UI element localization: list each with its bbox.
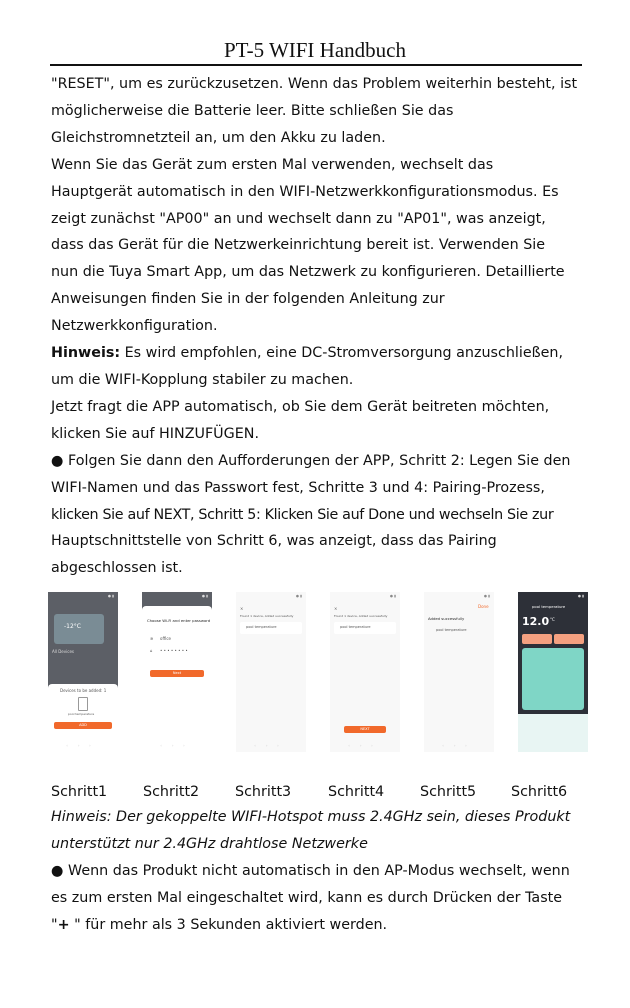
device-title: pool temperature [532,604,566,609]
success-title: Added successfully [428,616,465,621]
text-line: es zum ersten Mal eingeschaltet wird, kann es durch Drücken der Taste [51,889,563,906]
next-button[interactable]: Next [150,670,204,677]
section-label: All Devices [52,649,74,654]
text-line: WIFI-Namen und das Passwort fest, Schritte 3 und 4: Pairing-Prozess, [51,479,545,496]
text-line [51,912,586,939]
device-name: pool temperature [340,625,371,629]
text-line: nun die Tuya Smart App, um das Netzwerk zu konfigurieren. Detaillierte [51,264,565,281]
nav-bar: ◦◦◦ [159,743,195,748]
step-label: Schritt1 [51,784,108,800]
step-label: Schritt5 [420,784,477,800]
lock-icon: ⌂ [150,648,153,653]
text-line: Hauptgerät automatisch in den WIFI-Netzwerkkonfigurationsmodus. Es [51,183,559,200]
status-bar: ● ▮ [201,594,208,598]
app-screenshots [48,592,588,752]
header-rule [50,64,582,66]
device-icon [78,697,88,711]
screenshot-step2 [142,592,212,752]
text-line: möglicherweise die Batterie leer. Bitte schließen Sie das [51,102,454,119]
card-orange [554,634,584,644]
weather-card [54,614,104,644]
wifi-password[interactable]: • • • • • • • • [160,648,188,653]
device-name: pool temperature [436,628,467,632]
device-name: pool temperature [68,712,95,716]
search-hint: Found 1 device, Added successfully [240,614,294,618]
text-line: ● Wenn das Produkt nicht automatisch in den AP-Modus wechselt, wenn [51,862,570,879]
wifi-title: Choose Wi-Fi and enter password [147,618,211,623]
hint-paragraph [51,340,586,367]
status-bar: ● ▮ [389,594,396,598]
next-button[interactable]: NEXT [344,726,386,733]
nav-bar: ◦◦◦ [65,743,101,748]
done-button[interactable]: Done [478,604,489,609]
footer-bar [518,714,588,752]
text-line: klicken Sie auf NEXT, Schritt 5: Klicken Sie auf Done und wechseln Sie zur [51,506,554,523]
hint-text: Es wird empfohlen, eine DC-Stromversorgung anzuschließen, [120,345,564,362]
hint-label: Hinweis: [51,345,121,362]
card-orange [522,634,552,644]
step-labels [48,780,588,804]
text-line: abgeschlossen ist. [51,560,183,577]
text-line: um die WIFI-Kopplung stabiler zu machen. [51,371,354,388]
add-device-popup [48,684,118,752]
screenshot-step1 [48,592,118,752]
status-bar: ● ▮ [483,594,490,598]
status-bar: ● ▮ [295,594,302,598]
device-row[interactable] [334,622,396,634]
text-line: ● Folgen Sie dann den Aufforderungen der APP, Schritt 2: Legen Sie den [51,452,571,469]
text-line: Wenn Sie das Gerät zum ersten Mal verwenden, wechselt das [51,156,494,173]
note-line: Hinweis: Der gekoppelte WIFI-Hotspot muss 2.4GHz sein, dieses Produkt [51,809,571,825]
text-line: dass das Gerät für die Netzwerkeinrichtung bereit ist. Verwenden Sie [51,237,546,254]
step-label: Schritt6 [511,784,568,800]
screenshot-step6 [518,592,588,752]
text-line: Netzwerkkonfiguration. [51,318,218,335]
text-line: klicken Sie auf HINZUFÜGEN. [51,425,260,442]
footer-text [51,804,586,939]
weather-temp: -12°C [64,623,81,630]
page-title: PT-5 WIFI Handbuch [224,38,406,62]
text-line: Anweisungen finden Sie in der folgenden Anleitung zur [51,291,445,308]
nav-bar: ◦◦◦ [253,743,289,748]
wifi-sheet [142,606,212,752]
nav-bar: ◦◦◦ [441,743,477,748]
close-icon[interactable]: × [240,606,244,611]
step-label: Schritt4 [328,784,385,800]
status-bar: ● ▮ [107,594,114,598]
plus-key: + [57,916,70,933]
current-temp: 12.0 [522,615,550,628]
chart-card [522,648,584,710]
note-line: unterstützt nur 2.4GHz drahtlose Netzwerke [51,835,368,852]
text-line: Gleichstromnetzteil an, um den Akku zu laden. [51,129,386,146]
wifi-icon: ≋ [150,636,154,641]
temp-unit: °C [550,617,555,622]
status-bar: ● ▮ [577,594,584,598]
text-line: zeigt zunächst "AP00" an und wechselt dann zu "AP01", was anzeigt, [51,210,546,227]
text-line: Hauptschnittstelle von Schritt 6, was anzeigt, dass das Pairing [51,533,497,550]
screenshot-step3 [236,592,306,752]
wifi-name[interactable]: office [160,636,171,641]
nav-bar: ◦◦◦ [347,743,383,748]
add-button[interactable]: ADD [54,722,112,729]
screenshot-step4 [330,592,400,752]
device-name: pool temperature [246,625,277,629]
close-icon[interactable]: × [334,606,338,611]
text-line: Jetzt fragt die APP automatisch, ob Sie dem Gerät beitreten möchten, [51,398,550,415]
step-label: Schritt3 [235,784,292,800]
manual-text [51,71,586,582]
popup-title: Devices to be added: 1 [60,688,107,693]
text-line: "RESET", um es zurückzusetzen. Wenn das Problem weiterhin besteht, ist [51,76,578,92]
screenshot-step5 [424,592,494,752]
step-label: Schritt2 [143,784,200,800]
search-hint: Found 1 device, Added successfully [334,614,388,618]
last-line-rest: " für mehr als 3 Sekunden aktiviert werden. [69,916,388,933]
device-row[interactable] [240,622,302,634]
open-quote: " [51,916,58,933]
